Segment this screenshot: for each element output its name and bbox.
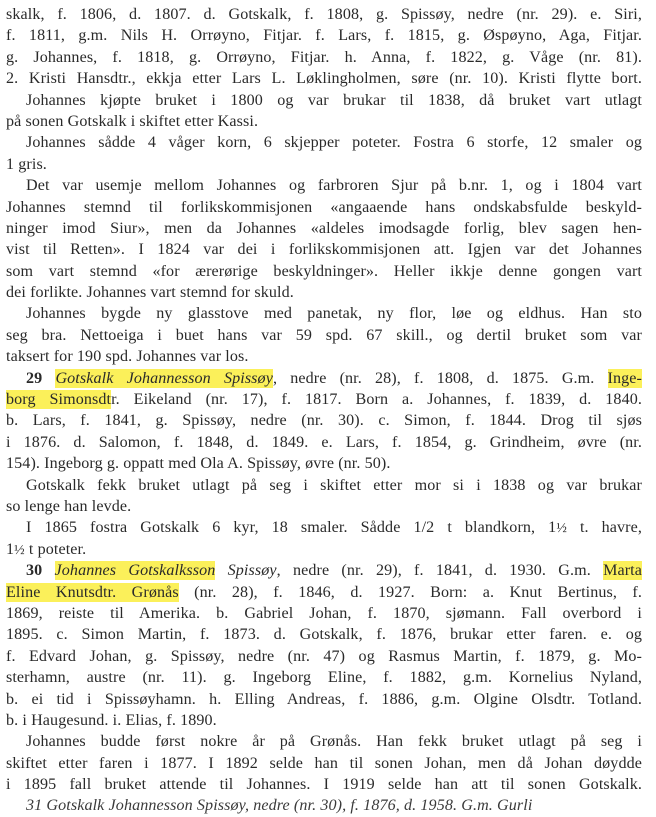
highlighted-spouse: Marta xyxy=(603,562,642,580)
text-line: 1895. c. Simon Martin, f. 1873. d. Gotskalk, f. 1876, brukar etter faren. e. og xyxy=(6,626,642,644)
text-line: 1 gris. xyxy=(6,155,47,173)
highlighted-spouse-cont: borg Simonsdt xyxy=(6,391,112,409)
text-line: seg bra. Nettoeiga i buet hans var 59 spd. 67 skill., og dertil bruket som var xyxy=(6,326,642,344)
text-line: b. Lars, f. 1841, g. Spissøy, nedre (nr. 30). c. Simon, f. 1844. Drog til sjøs xyxy=(6,412,642,430)
text-line: f. 1811, g.m. Nils H. Orrøyno, Fitjar. f. Lars, f. 1815, g. Øspøyno, Aga, Fitjar. xyxy=(6,27,642,45)
text-line: i 1895 fall bruket attende til Johannes. I 1919 selde han att til sonen Gotskalk. xyxy=(6,776,642,794)
text-line: 1869, reiste til Amerika. b. Gabriel Johan, f. 1870, sjømann. Fall overbord i xyxy=(6,604,642,622)
text-line: på sonen Gotskalk i skiftet etter Kassi. xyxy=(6,112,259,130)
entry-30-line-2: Eline Knutsdtr. Grønås (nr. 28), f. 1846, d. 1927. Born: a. Knut Bertinus, f. xyxy=(6,583,643,601)
highlighted-spouse-cont: Eline Knutsdtr. Grønås xyxy=(6,583,179,601)
entry-number: 29 xyxy=(26,369,43,387)
entry-29-harvest-line-2: 1½ t poteter. xyxy=(6,540,87,558)
entry-29-line-2: borg Simonsdtr. Eikeland (nr. 17), f. 1817. Born a. Johannes, f. 1839, d. 1840. xyxy=(6,391,642,409)
text-line: f. Edvard Johan, g. Spissøy, nedre (nr. 47) og Rasmus Martin, f. 1879, g. Mo- xyxy=(6,647,642,665)
text-line: so lenge han levde. xyxy=(6,497,132,515)
text-line: g. Johannes, f. 1818, g. Orrøyno, Fitjar. h. Anna, f. 1822, g. Våge (nr. 81). xyxy=(6,48,642,66)
text-line: Johannes bygde ny glasstove med panetak, ny flor, løe og eldhus. Han sto xyxy=(26,305,642,323)
entry-number: 30 xyxy=(26,562,43,580)
text-line: Johannes budde først nokre år på Grønås. Han fekk bruket utlagt på seg i xyxy=(26,733,642,751)
text-line: i 1876. d. Salomon, f. 1848, d. 1849. e. Lars, f. 1854, g. Grindheim, øvre (nr. xyxy=(6,433,642,451)
entry-30-header-line: 30 Johannes Gotskalksson Spissøy, nedre (nr. 29), f. 1841, d. 1930. G.m. Marta xyxy=(26,562,642,580)
entry-29 xyxy=(6,368,642,561)
highlighted-name: Gotskalk Johannesson Spissøy xyxy=(55,369,273,387)
text-line: som vart stemnd «for ærerørige beskyldninger». Heller ikkje denne gongen vart xyxy=(6,262,642,280)
text-line: skiftet etter faren i 1877. I 1892 selde han til sonen Johan, men då Johan døydde xyxy=(6,754,642,772)
text-line: Johannes stemnd til forlikskommisjonen «angaaende hans ondskabsfulde beskyld- xyxy=(6,198,642,216)
entry-29-harvest-line: I 1865 fostra Gotskalk 6 kyr, 18 smaler. Sådde 1/2 t blandkorn, 1½ t. havre, xyxy=(26,519,642,537)
text-line: Det var usemje mellom Johannes og farbroren Sjur på b.nr. 1, og i 1804 vart xyxy=(26,177,642,195)
entry-30 xyxy=(6,560,642,795)
text-line: b. i Haugesund. i. Elias, f. 1890. xyxy=(6,711,217,729)
text-line: dei forlikte. Johannes vart stemnd for skuld. xyxy=(6,284,294,302)
highlighted-spouse: Inge- xyxy=(607,369,643,387)
highlighted-name: Johannes Gotskalksson xyxy=(54,562,216,580)
text-line: skalk, f. 1806, d. 1807. d. Gotskalk, f. 1808, g. Spissøy, nedre (nr. 29). e. Siri, xyxy=(6,6,642,23)
cut-off-line: 31 Gotskalk Johannesson Spissøy, nedre (nr. 30), f. 1876, d. 1958. G.m. Gurli xyxy=(26,797,533,815)
text-line: 2. Kristi Hansdtr., ekkja etter Lars L. Løklingholmen, søre (nr. 10). Kristi flytte bort. xyxy=(6,70,642,88)
intro-paragraphs xyxy=(6,4,642,368)
text-line: taksert for 190 spd. Johannes var los. xyxy=(6,348,249,366)
text-line: ninger imod Siur», men da Johannes «aldeles imodsagde forlig, blev sagen hen- xyxy=(6,219,642,237)
text-line: Gotskalk fekk bruket utlagt på seg i skiftet etter mor si i 1838 og var brukar xyxy=(26,476,642,494)
text-line: sterhamn, austre (nr. 11). g. Ingeborg Eline, f. 1882, g.m. Kornelius Nyland, xyxy=(6,669,642,687)
entry-29-header-line: 29 Gotskalk Johannesson Spissøy, nedre (nr. 28), f. 1808, d. 1875. G.m. Inge- xyxy=(26,369,643,387)
text-line: Johannes sådde 4 våger korn, 6 skjepper poteter. Fostra 6 storfe, 12 smaler og xyxy=(26,134,642,152)
text-line: b. ei tid i Spissøyhamn. h. Elling Andreas, f. 1886, g.m. Olgine Olsdtr. Totland. xyxy=(6,690,642,708)
text-line: vist til Retten». I 1824 var dei i forlikskommisjonen att. Igjen var det Johannes xyxy=(6,241,642,259)
text-line: 154). Ingeborg g. oppatt med Ola A. Spissøy, øvre (nr. 50). xyxy=(6,455,391,473)
text-line: Johannes kjøpte bruket i 1800 og var brukar til 1838, då bruket vart utlagt xyxy=(26,91,642,109)
